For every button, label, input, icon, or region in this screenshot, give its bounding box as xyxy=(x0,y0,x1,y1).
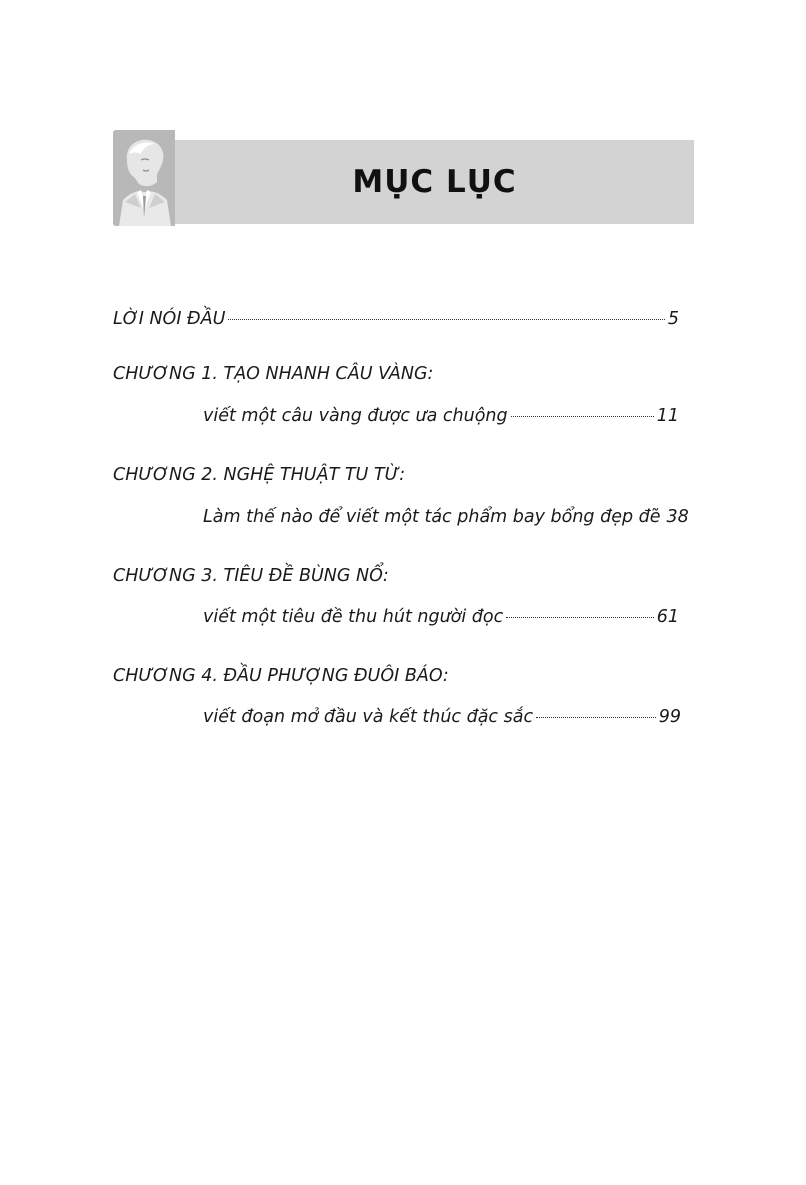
toc-entry-label: viết một tiêu đề thu hút người đọc xyxy=(203,607,504,627)
dot-leader xyxy=(506,617,653,618)
dot-leader xyxy=(228,319,664,320)
toc-entry-label: Làm thế nào để viết một tác phẩm bay bổng đẹp đẽ xyxy=(203,507,661,527)
toc-page-number: 61 xyxy=(656,607,679,627)
toc-entry-preface[interactable] xyxy=(113,309,679,329)
toc-page-number: 38 xyxy=(666,507,689,527)
portrait-icon xyxy=(113,130,175,226)
page-title: MỤC LỤC xyxy=(352,164,517,200)
toc-page-number: 5 xyxy=(667,309,679,329)
chapter-heading[interactable]: CHƯƠNG 4. ĐẦU PHƯỢNG ĐUÔI BÁO: xyxy=(113,666,449,686)
toc-entry-label: LỜI NÓI ĐẦU xyxy=(113,309,226,329)
toc-entry-chapter-4[interactable] xyxy=(203,707,681,727)
chapter-heading[interactable]: CHƯƠNG 2. NGHỆ THUẬT TU TỪ: xyxy=(113,465,406,485)
dot-leader xyxy=(536,717,656,718)
toc-entry-chapter-2[interactable] xyxy=(203,507,689,527)
chapter-heading[interactable]: CHƯƠNG 3. TIÊU ĐỀ BÙNG NỔ: xyxy=(113,566,389,586)
toc-page-number: 99 xyxy=(658,707,681,727)
toc-entry-label: viết đoạn mở đầu và kết thúc đặc sắc xyxy=(203,707,534,727)
toc-entry-chapter-3[interactable] xyxy=(203,607,679,627)
toc-page-number: 11 xyxy=(656,406,679,426)
toc-entry-label: viết một câu vàng được ưa chuộng xyxy=(203,406,508,426)
chapter-heading[interactable]: CHƯƠNG 1. TẠO NHANH CÂU VÀNG: xyxy=(113,364,434,384)
dot-leader xyxy=(511,416,654,417)
toc-entry-chapter-1[interactable] xyxy=(203,406,679,426)
